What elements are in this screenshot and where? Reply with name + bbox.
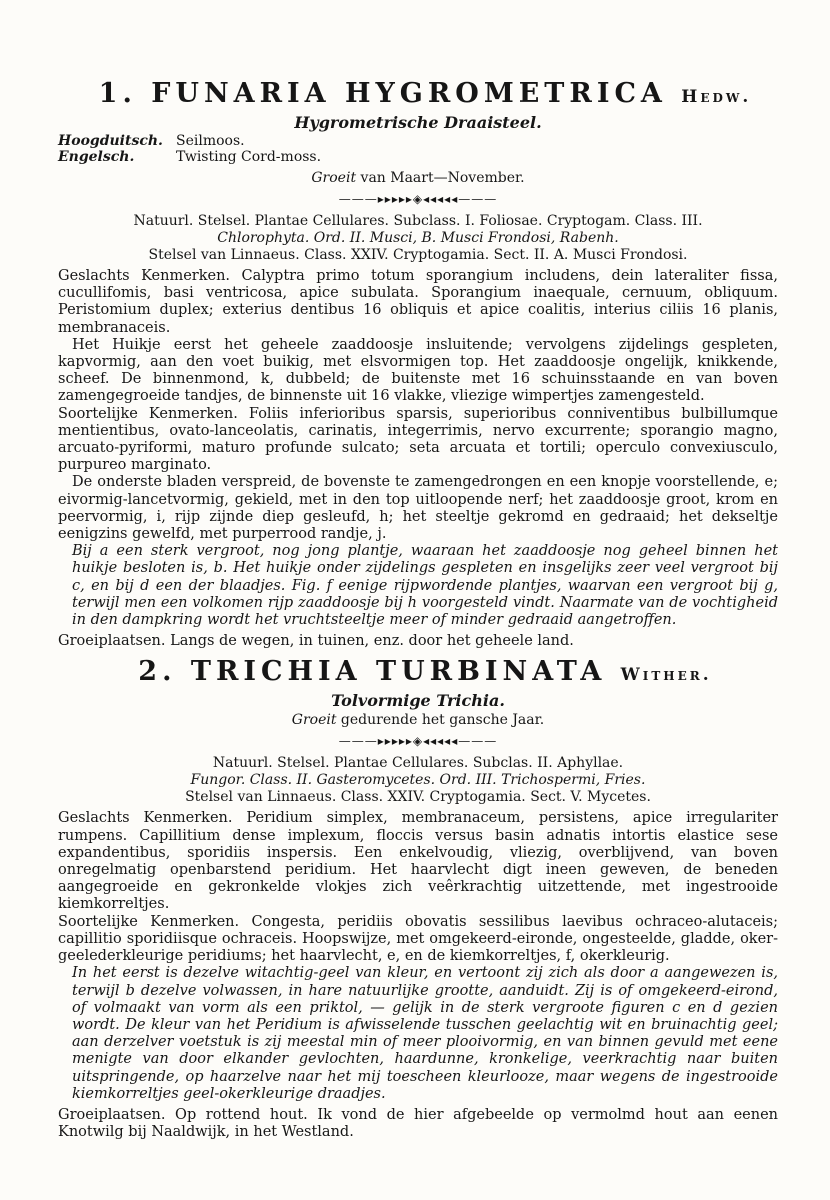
ornament-divider: ———▸▸▸▸▸◈◂◂◂◂◂——— (338, 734, 498, 749)
ornament-divider: ———▸▸▸▸▸◈◂◂◂◂◂——— (338, 192, 498, 206)
figure-notes: Bij a een sterk vergroot, nog jong plantje, waaraan het zaaddoosje nog geheel binnen het huikje besloten is, b. Het huikje onder zijdelings gespleten en insgelijks zeer veel vergroot bij c, en bij d een der blaadjes. Fig. f eenige rijpwordende plantjes, waarvan een vergroot bij g, terwijl men een volkomen rijp zaaddoosje bij h voorgesteld vindt. Naarmate van de vochtigheid in den dampkring wordt het vruchtsteeltje meer of minder gedraaid aangetroffen. (72, 543, 778, 629)
figure-notes: In het eerst is dezelve witachtig-geel van kleur, en vertoont zij zich als door a aangewezen is, terwijl b dezelve volwassen, in hare natuurlijke grootte, aanduidt. Zij is of omgekeerd-eirond, of volmaakt van vorm als een priktol, — gelijk in de sterk vergroote figuren c en d gezien wordt. De kleur van het Peridium is afwisselende tusschen geelachtig wit en bruinachtig geel; aan derzelver voetstuk is zij meestal min of meer plooivormig, en van binnen gevuld met eene menigte van door elkander gevlochten, haardunne, kronkelige, veerkrachtig naar buiten uitspringende, op haarzelve naar het mij toescheen kleurlooze, maar wegens de ingestrooide kiemkorreltjes geel-okerkleurige draadjes. (72, 965, 778, 1102)
growth-text: van Maart—November. (360, 170, 525, 186)
species2-dutch-name: Tolvormige Trichia. (331, 691, 505, 711)
species-characters: Soortelijke Kenmerken. Congesta, peridiis obovatis sessilibus laevibus ochraceo-alutaceis; capillitio sporidiisque ochraceis. Hoopswijze, met omgekeerd-eironde, ongesteelde, gladde, oker-geelederkleurige peridiums; het haarvlecht, e, en de kiemkorreltjes, f, okerkleurig. (58, 913, 778, 965)
page (58, 78, 778, 1141)
growth-label: Groeit (311, 170, 357, 186)
natural-system-line2: Chlorophyta. Ord. II. Musci, B. Musci Frondosi, Rabenh. (217, 230, 619, 246)
name-row-english (58, 149, 778, 165)
vernacular-name: Seilmoos. (176, 133, 245, 149)
species2-title: 2. TRICHIA TURBINATA (138, 656, 607, 688)
species2-growth (58, 711, 778, 729)
lang-label: Hoogduitsch. (58, 133, 163, 149)
species1-title: 1. FUNARIA HYGROMETRICA (98, 78, 667, 109)
genus-characters: Geslachts Kenmerken. Calyptra primo totum sporangium includens, dein lateraliter fissa, cucullifomis, basi ventricosa, apice subulata. Sporangium inaequale, cernuum, obliquum. Peristomium duplex; exterius dentibus 16 obliquis et apice coalitis, interius ciliis 16 planis, membranaceis. (58, 268, 778, 336)
species1-author: Hedw. (681, 87, 752, 107)
species1-dutch-name: Hygrometrische Draaisteel. (294, 113, 542, 132)
genus-characters: Geslachts Kenmerken. Peridium simplex, membranaceum, persistens, apice irregulariter rumpens. Capillitium dense implexum, floccis versus basin adnatis intortis elastice sese expandentibus, sporidiis inspersis. Een enkelvoudig, vliezig, overblijvend, van boven onregelmatig openbarstend peridium. Het haarvlecht digt ineen geweven, de beneden aangegroeide en gekronkelde vlokjes zich veêrkrachtig uitzettende, met ingestrooide kiemkorreltjes. (58, 810, 778, 913)
species2-author: Wither. (620, 665, 712, 686)
linnaeus-system-line: Stelsel van Linnaeus. Class. XXIV. Cryptogamia. Sect. V. Mycetes. (185, 789, 651, 806)
growth-label: Groeit (291, 712, 337, 729)
species1-growth (58, 169, 778, 187)
vernacular-name: Twisting Cord-moss. (176, 149, 322, 165)
name-row-german (58, 133, 778, 149)
habitat: Groeiplaatsen. Langs de wegen, in tuinen, enz. door het geheele land. (58, 633, 574, 650)
natural-system-line1: Natuurl. Stelsel. Plantae Cellulares. Subclass. I. Foliosae. Cryptogam. Class. III. (133, 213, 703, 229)
natural-system-line1: Natuurl. Stelsel. Plantae Cellulares. Subclas. II. Aphyllae. (212, 755, 624, 772)
growth-text: gedurende het gansche Jaar. (340, 712, 545, 729)
natural-system-line2: Fungor. Class. II. Gasteromycetes. Ord. III. Trichospermi, Fries. (190, 772, 646, 789)
linnaeus-system-line: Stelsel van Linnaeus. Class. XXIV. Cryptogamia. Sect. II. A. Musci Frondosi. (148, 247, 688, 263)
habitat: Groeiplaatsen. Op rottend hout. Ik vond de hier afgebeelde op vermolmd hout aan eenen Knotwilg bij Naaldwijk, in het Westland. (58, 1106, 778, 1141)
species1-heading (72, 78, 778, 113)
species-characters: Soortelijke Kenmerken. Foliis inferioribus sparsis, superioribus conniventibus bulbillumque mentientibus, ovato-lanceolatis, carinatis, integerrimis, nervo excurrente; sporangio magno, arcuato-pyriformi, maturo profunde sulcato; seta arcuata et tortili; operculo convexiusculo, purpureo marginato. (58, 405, 778, 474)
species-characters-dutch: De onderste bladen verspreid, de bovenste te zamengedrongen en een knopje voorstellende, e; eivormig-lancetvormig, gekield, met in den top uitloopende nerf; het zaaddoosje groot, krom en peervormig, i, rijp zijnde diep gesleufd, h; het steeltje gekromd en gedraaid; het dekseltje eenigzins gewelfd, met purperrood randje, j. (58, 474, 778, 543)
lang-label: Engelsch. (58, 149, 135, 165)
genus-characters-dutch: Het Huikje eerst het geheele zaaddoosje insluitende; vervolgens zijdelings gespleten, kapvormig, aan den voet buikig, met elsvormigen top. Het zaaddoosje ongelijk, knikkende, scheef. De binnenmond, k, dubbeld; de buitenste met 16 schuinsstaande en van boven zamengegroeide tandjes, de binnenste uit 16 vlakke, vliezige wimpertjes zamengesteld. (58, 336, 778, 405)
species2-heading (72, 656, 778, 691)
